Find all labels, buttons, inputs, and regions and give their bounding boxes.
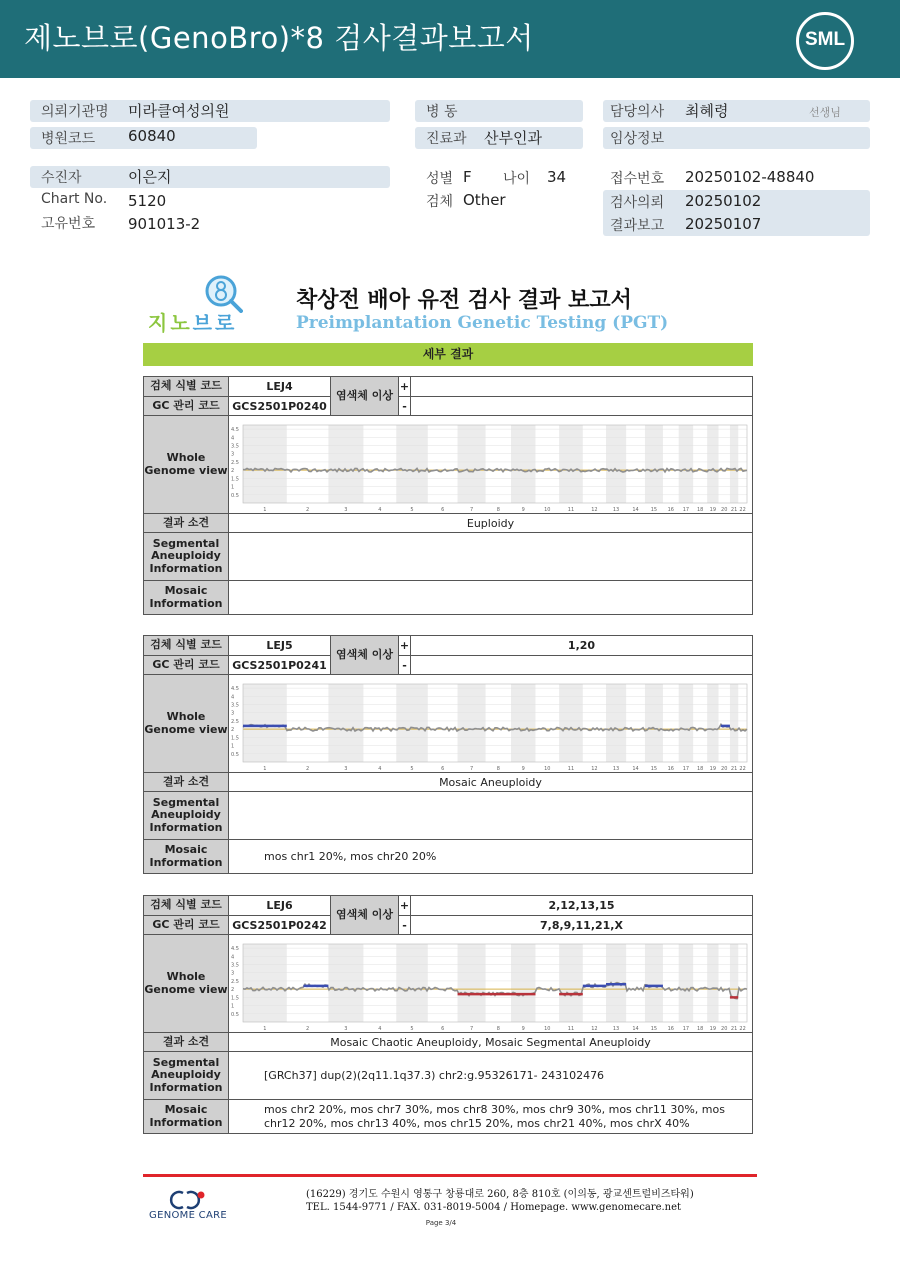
chromosome-band	[606, 684, 626, 762]
sample-table-2	[143, 635, 753, 874]
chromosome-band	[707, 944, 718, 1022]
segmental-value: [GRCh37] dup(2)(2q11.1q37.3) chr2:g.95326171- 243102476	[229, 1052, 753, 1100]
report-header-bar	[0, 0, 900, 78]
mosaic-value: mos chr2 20%, mos chr7 30%, mos chr8 30%, mos chr9 30%, mos chr11 30%, mos chr12 20%, mos chr13 40%, mos chr15 20%, mos chr21 40%, mos chrX 40%	[229, 1100, 753, 1134]
sex-value: F	[463, 168, 472, 186]
x-tick-label: 14	[632, 765, 639, 772]
dept-value: 산부인과	[484, 129, 542, 147]
minus-sign: -	[399, 397, 411, 416]
footer-address	[306, 1188, 694, 1214]
y-tick-label: 0.5	[231, 751, 239, 758]
y-tick-label: 2.5	[231, 459, 239, 466]
sample-code-label: 검체 식별 코드	[144, 377, 229, 397]
x-tick-label: 4	[378, 506, 382, 513]
request-date-label: 검사의뢰	[610, 195, 665, 211]
x-tick-label: 19	[709, 1025, 717, 1032]
contact-line: TEL. 1544-9771 / FAX. 031-8019-5004 / Homepage. www.genomecare.net	[306, 1202, 682, 1213]
x-tick-label: 12	[591, 1025, 598, 1032]
sample-table-1	[143, 376, 753, 615]
y-tick-label: 0.5	[231, 492, 239, 499]
x-tick-label: 22	[739, 506, 746, 513]
x-tick-label: 21	[730, 1025, 738, 1032]
plot-frame	[243, 944, 747, 1022]
chromosome-band	[511, 944, 536, 1022]
x-tick-label: 16	[667, 765, 674, 772]
plus-chromosomes: 2,12,13,15	[411, 896, 753, 916]
gc-code-value: GCS2501P0240	[229, 397, 331, 416]
sml-logo-icon	[796, 12, 854, 70]
chromosome-band	[511, 684, 536, 762]
x-tick-label: 13	[612, 506, 620, 513]
x-tick-label: 11	[567, 765, 575, 772]
gc-code-label: GC 관리 코드	[144, 397, 229, 416]
x-tick-label: 2	[305, 1025, 310, 1032]
x-tick-label: 1	[263, 1025, 267, 1032]
chromosome-band	[679, 944, 693, 1022]
whole-genome-chart	[229, 936, 751, 1032]
y-tick-label: 2	[231, 986, 235, 993]
y-tick-label: 1.5	[231, 734, 239, 741]
specimen-value: Other	[463, 191, 506, 209]
y-tick-label: 3	[231, 970, 235, 977]
x-tick-label: 10	[544, 1025, 551, 1032]
chromosome-band	[458, 944, 486, 1022]
age-value: 34	[547, 168, 567, 186]
copy-number-trace	[243, 724, 747, 731]
chromosome-band	[396, 425, 428, 503]
y-tick-label: 4.5	[231, 685, 239, 692]
ward-label: 병 동	[426, 104, 458, 120]
chromosome-band	[559, 684, 583, 762]
mosaic-label: Mosaic Information	[144, 1100, 229, 1134]
report-title: 착상전 배아 유전 검사 결과 보고서	[296, 288, 632, 313]
doctor-suffix: 선생님	[809, 106, 841, 119]
x-tick-label: 8	[496, 765, 500, 772]
chart-no-value: 5120	[128, 192, 167, 210]
y-tick-label: 4	[231, 434, 235, 441]
hospital-code-value: 60840	[128, 127, 176, 145]
chrom-abn-label: 염색체 이상	[331, 636, 399, 675]
chromosome-band	[707, 425, 718, 503]
whole-genome-chart	[229, 417, 751, 513]
institution-value: 미라클여성의원	[128, 102, 230, 120]
doctor-value: 최혜령	[685, 102, 729, 120]
unique-id-value: 901013-2	[128, 215, 201, 233]
report-subtitle: Preimplantation Genetic Testing (PGT)	[296, 313, 669, 333]
chromosome-band	[458, 425, 486, 503]
section-title: 세부 결과	[143, 343, 753, 366]
page-number: Page 3/4	[425, 1219, 457, 1227]
x-tick-label: 3	[344, 1025, 348, 1032]
x-tick-label: 8	[496, 506, 500, 513]
whole-genome-label: Whole Genome view	[144, 675, 229, 773]
x-tick-label: 21	[730, 765, 738, 772]
patient-value: 이은지	[128, 168, 172, 186]
sample-table-3	[143, 895, 753, 1134]
x-tick-label: 15	[650, 765, 658, 772]
x-tick-label: 3	[344, 765, 348, 772]
chromosome-band	[606, 425, 626, 503]
segmental-value	[229, 792, 753, 840]
result-label: 결과 소견	[144, 514, 229, 533]
chromosome-band	[645, 684, 663, 762]
result-label: 결과 소견	[144, 773, 229, 792]
chrom-abn-label: 염색체 이상	[331, 896, 399, 935]
minus-chromosomes	[411, 397, 753, 416]
dept-label: 진료과	[426, 131, 467, 147]
chromosome-band	[730, 944, 738, 1022]
chromosome-band	[328, 425, 363, 503]
chromosome-band	[328, 684, 363, 762]
x-tick-label: 3	[344, 506, 348, 513]
report-date-label: 결과보고	[610, 218, 665, 234]
x-tick-label: 12	[591, 506, 598, 513]
plus-sign: +	[399, 377, 411, 397]
clinical-label: 임상정보	[610, 131, 665, 147]
mosaic-value	[229, 581, 753, 615]
chromosome-band	[511, 425, 536, 503]
minus-sign: -	[399, 656, 411, 675]
x-tick-label: 7	[469, 1025, 474, 1032]
sample-code-label: 검체 식별 코드	[144, 636, 229, 656]
x-tick-label: 13	[612, 1025, 620, 1032]
x-tick-label: 5	[410, 506, 414, 513]
x-tick-label: 4	[378, 765, 382, 772]
x-tick-label: 11	[567, 1025, 575, 1032]
y-tick-label: 0.5	[231, 1011, 239, 1018]
plus-chromosomes	[411, 377, 753, 397]
reception-value: 20250102-48840	[685, 168, 815, 186]
x-tick-label: 14	[632, 506, 639, 513]
x-tick-label: 6	[441, 1025, 445, 1032]
sml-logo-text: SML	[804, 29, 846, 50]
chromosome-band	[458, 684, 486, 762]
minus-sign: -	[399, 916, 411, 935]
mosaic-label: Mosaic Information	[144, 581, 229, 615]
chromosome-band	[559, 425, 583, 503]
x-tick-label: 9	[521, 506, 525, 513]
x-tick-label: 6	[441, 765, 445, 772]
chromosome-band	[243, 944, 287, 1022]
x-tick-label: 22	[739, 1025, 746, 1032]
x-tick-label: 20	[721, 765, 728, 772]
chromosome-band	[679, 684, 693, 762]
chromosome-band	[243, 684, 287, 762]
report-date-value: 20250107	[685, 215, 762, 233]
chart-no-label: Chart No.	[41, 191, 108, 207]
x-tick-label: 11	[567, 506, 575, 513]
unique-id-label: 고유번호	[41, 216, 96, 232]
y-tick-label: 2.5	[231, 718, 239, 725]
footer-divider	[143, 1174, 757, 1177]
sample-code-value: LEJ5	[229, 636, 331, 656]
x-tick-label: 16	[667, 1025, 674, 1032]
chromosome-band	[396, 944, 428, 1022]
x-tick-label: 18	[696, 506, 704, 513]
chromosome-band	[730, 684, 738, 762]
result-label: 결과 소견	[144, 1033, 229, 1052]
y-tick-label: 4.5	[231, 945, 239, 952]
x-tick-label: 17	[682, 506, 690, 513]
result-value: Mosaic Chaotic Aneuploidy, Mosaic Segmental Aneuploidy	[229, 1033, 753, 1052]
chromosome-band	[328, 944, 363, 1022]
x-tick-label: 14	[632, 1025, 639, 1032]
x-tick-label: 5	[410, 1025, 414, 1032]
y-tick-label: 3.5	[231, 962, 239, 969]
chromosome-band	[243, 425, 287, 503]
y-tick-label: 2	[231, 726, 235, 733]
x-tick-label: 12	[591, 765, 598, 772]
y-tick-label: 1	[231, 484, 235, 491]
institution-label: 의뢰기관명	[41, 104, 109, 120]
sample-code-label: 검체 식별 코드	[144, 896, 229, 916]
x-tick-label: 1	[263, 765, 267, 772]
chromosome-band	[679, 425, 693, 503]
gc-code-label: GC 관리 코드	[144, 656, 229, 675]
y-tick-label: 2	[231, 467, 235, 474]
x-tick-label: 17	[682, 1025, 690, 1032]
x-tick-label: 13	[612, 765, 620, 772]
sample-code-value: LEJ4	[229, 377, 331, 397]
whole-genome-label: Whole Genome view	[144, 935, 229, 1033]
plot-frame	[243, 684, 747, 762]
chromosome-band	[730, 425, 738, 503]
y-tick-label: 1.5	[231, 475, 239, 482]
plus-sign: +	[399, 636, 411, 656]
address-line: (16229) 경기도 수원시 영통구 창룡대로 260, 8층 810호 (이의동, 광교센트럴비즈타워)	[306, 1189, 694, 1200]
hospital-code-label: 병원코드	[41, 131, 96, 147]
result-value: Euploidy	[229, 514, 753, 533]
y-tick-label: 1	[231, 743, 235, 750]
segmental-label: Segmental Aneuploidy Information	[144, 792, 229, 840]
minus-chromosomes: 7,8,9,11,21,X	[411, 916, 753, 935]
gc-code-label: GC 관리 코드	[144, 916, 229, 935]
x-tick-label: 7	[469, 765, 474, 772]
y-tick-label: 4.5	[231, 426, 239, 433]
x-tick-label: 20	[721, 506, 728, 513]
result-value: Mosaic Aneuploidy	[229, 773, 753, 792]
y-tick-label: 3	[231, 451, 235, 458]
y-tick-label: 3.5	[231, 443, 239, 450]
x-tick-label: 8	[496, 1025, 500, 1032]
x-tick-label: 15	[650, 1025, 658, 1032]
y-tick-label: 3.5	[231, 702, 239, 709]
doctor-label: 담당의사	[610, 104, 665, 120]
mosaic-value: mos chr1 20%, mos chr20 20%	[229, 840, 753, 874]
segmental-label: Segmental Aneuploidy Information	[144, 1052, 229, 1100]
x-tick-label: 6	[441, 506, 445, 513]
sex-label: 성별	[426, 171, 454, 187]
chromosome-band	[559, 944, 583, 1022]
genobro-logo-text: 지노브로	[148, 311, 238, 335]
page-title: 제노브로(GenoBro)*8 검사결과보고서	[24, 21, 534, 55]
chromosome-band	[645, 944, 663, 1022]
patient-row	[30, 166, 390, 188]
x-tick-label: 7	[469, 506, 474, 513]
plus-sign: +	[399, 896, 411, 916]
y-tick-label: 1.5	[231, 994, 239, 1001]
patient-label: 수진자	[41, 170, 82, 186]
whole-genome-chart	[229, 676, 751, 772]
genome-care-name: GENOME CARE	[149, 1210, 227, 1221]
x-tick-label: 15	[650, 506, 658, 513]
x-tick-label: 2	[305, 506, 310, 513]
reception-label: 접수번호	[610, 171, 665, 187]
y-tick-label: 3	[231, 710, 235, 717]
x-tick-label: 18	[696, 1025, 704, 1032]
x-tick-label: 17	[682, 765, 690, 772]
y-tick-label: 2.5	[231, 978, 239, 985]
segmental-label: Segmental Aneuploidy Information	[144, 533, 229, 581]
x-tick-label: 19	[709, 765, 717, 772]
chromosome-band	[396, 684, 428, 762]
plus-chromosomes: 1,20	[411, 636, 753, 656]
chrom-abn-label: 염색체 이상	[331, 377, 399, 416]
y-tick-label: 1	[231, 1003, 235, 1010]
request-date-value: 20250102	[685, 192, 762, 210]
x-tick-label: 10	[544, 506, 551, 513]
minus-chromosomes	[411, 656, 753, 675]
x-tick-label: 4	[378, 1025, 382, 1032]
mosaic-label: Mosaic Information	[144, 840, 229, 874]
gc-code-value: GCS2501P0241	[229, 656, 331, 675]
age-label: 나이	[503, 171, 531, 187]
x-tick-label: 21	[730, 506, 738, 513]
x-tick-label: 20	[721, 1025, 728, 1032]
x-tick-label: 10	[544, 765, 551, 772]
chromosome-band	[707, 684, 718, 762]
whole-genome-label: Whole Genome view	[144, 416, 229, 514]
x-tick-label: 2	[305, 765, 310, 772]
plot-frame	[243, 425, 747, 503]
x-tick-label: 9	[521, 1025, 525, 1032]
x-tick-label: 22	[739, 765, 746, 772]
x-tick-label: 16	[667, 506, 674, 513]
x-tick-label: 5	[410, 765, 414, 772]
segmental-value	[229, 533, 753, 581]
x-tick-label: 19	[709, 506, 717, 513]
y-tick-label: 4	[231, 953, 235, 960]
x-tick-label: 1	[263, 506, 267, 513]
y-tick-label: 4	[231, 693, 235, 700]
specimen-label: 검체	[426, 194, 454, 210]
gc-code-value: GCS2501P0242	[229, 916, 331, 935]
chromosome-band	[645, 425, 663, 503]
x-tick-label: 18	[696, 765, 704, 772]
sample-code-value: LEJ6	[229, 896, 331, 916]
x-tick-label: 9	[521, 765, 525, 772]
